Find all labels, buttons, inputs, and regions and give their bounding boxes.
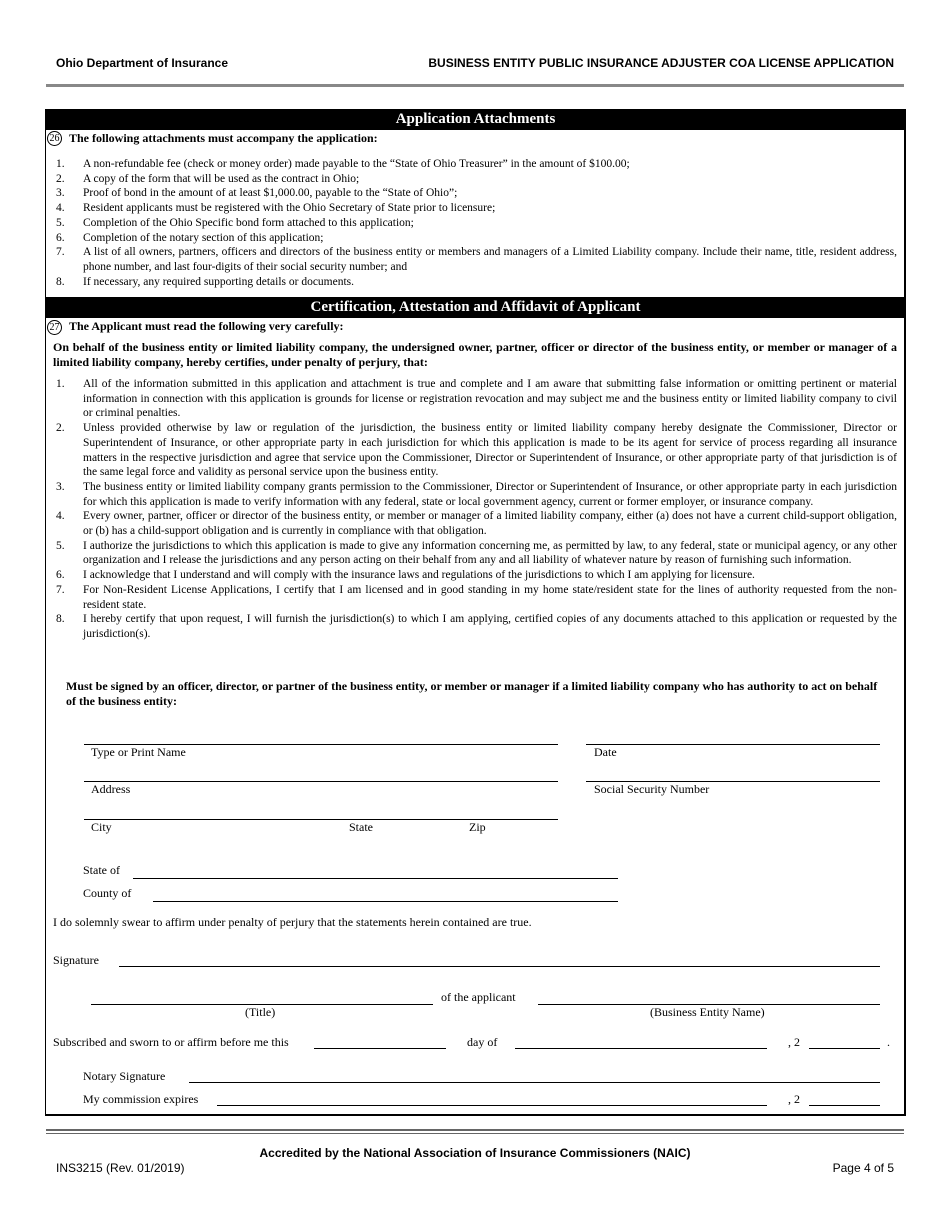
attachment-item-text: Resident applicants must be registered with the Ohio Secretary of State prior to licensure; (83, 202, 496, 215)
footer-divider (46, 1129, 904, 1131)
item-number-26: 26 (47, 131, 62, 146)
state-of-line[interactable] (133, 878, 618, 879)
certification-item-number: 7. (56, 583, 65, 596)
state-label: State (349, 820, 373, 834)
certification-intro: The Applicant must read the following very carefully: (69, 319, 344, 333)
attachment-item-number: 3. (56, 187, 65, 200)
certification-item (56, 612, 897, 641)
certification-item-number: 3. (56, 480, 65, 493)
commission-year-prefix: , 2 (788, 1092, 800, 1106)
attachment-item-number: 8. (56, 275, 65, 288)
address-label: Address (91, 782, 131, 796)
day-of-label: day of (467, 1035, 498, 1049)
attachment-item-number: 4. (56, 202, 65, 215)
department-name: Ohio Department of Insurance (56, 56, 229, 70)
attachment-item (56, 275, 897, 290)
attachment-item-number: 7. (56, 246, 65, 259)
month-line[interactable] (515, 1048, 767, 1049)
business-entity-label: (Business Entity Name) (650, 1005, 765, 1019)
attachment-item (56, 216, 897, 231)
date-line[interactable] (586, 744, 880, 745)
period-mark: . (887, 1035, 890, 1049)
state-of-label: State of (83, 863, 120, 877)
name-label: Type or Print Name (91, 745, 186, 759)
attachment-item (56, 231, 897, 246)
header-divider (46, 84, 904, 87)
certification-item-text: All of the information submitted in this application and attachment is true and complete and I am aware that submitting false information or omitting pertinent or material information in connection with this application is grounds for license or registration revocation and may subject me and the business entity or limited liability company to civil or criminal penalties. (83, 378, 897, 420)
certification-item (56, 583, 897, 612)
oath-statement: I do solemnly swear to affirm under penalty of perjury that the statements herein contained are true. (53, 915, 532, 929)
certification-item-number: 8. (56, 613, 65, 626)
certification-item (56, 480, 897, 509)
date-label: Date (594, 745, 617, 759)
footer-divider-thin (46, 1133, 904, 1134)
address-line[interactable] (84, 781, 558, 782)
attachment-item-text: Completion of the notary section of this application; (83, 231, 324, 244)
commission-expires-label: My commission expires (83, 1092, 199, 1106)
certification-item-number: 6. (56, 569, 65, 582)
form-id: INS3215 (Rev. 01/2019) (56, 1161, 185, 1175)
commission-expires-line[interactable] (217, 1105, 767, 1106)
attachment-item-text: Completion of the Ohio Specific bond form attached to this application; (83, 216, 414, 229)
certification-section-title: Certification, Attestation and Affidavit of Applicant (45, 297, 906, 318)
form-title: BUSINESS ENTITY PUBLIC INSURANCE ADJUSTER COA LICENSE APPLICATION (428, 56, 894, 70)
certification-item (56, 509, 897, 538)
attachment-item (56, 201, 897, 216)
attachment-item-number: 5. (56, 216, 65, 229)
attachment-item-text: Proof of bond in the amount of at least $1,000.00, payable to the “State of Ohio”; (83, 187, 458, 200)
signature-label: Signature (53, 953, 99, 967)
certification-item-number: 4. (56, 510, 65, 523)
attachments-section-title: Application Attachments (45, 109, 906, 130)
certification-item-text: I hereby certify that upon request, I will furnish the jurisdiction(s) to which I am applying, certified copies of any documents attached to this application or requested by the jurisdiction(s). (83, 613, 897, 640)
certification-item-text: Every owner, partner, officer or director of the business entity, or member or manager of a limited liability company, either (a) does not have a current child-support obligation, or (b) has a child-support obligation and is currently in compliance with that obligation. (83, 510, 897, 538)
attachment-item-text: If necessary, any required supporting details or documents. (83, 275, 355, 288)
certification-item-number: 2. (56, 422, 65, 435)
page-number: Page 4 of 5 (832, 1161, 894, 1175)
certification-item-number: 1. (56, 378, 65, 390)
city-state-zip-line[interactable] (84, 819, 558, 820)
certification-item (56, 539, 897, 568)
day-number-line[interactable] (314, 1048, 446, 1049)
certification-item-text: Unless provided otherwise by law or regulation of the jurisdiction, the business entity or limited liability company hereby designate the Commissioner, Director or Superintendent of Insurance, or other appropriate party in each jurisdiction for which this application is made to be its agent for service of process regarding all insurance matters in the respective jurisdiction and agree that service upon the Commissioner, Director or Superintendent of Insurance, or other appropriate party of that jurisdiction is of the same legal force and validity as personal service upon the business entity. (83, 422, 897, 479)
commission-year-line[interactable] (809, 1105, 880, 1106)
certification-item-text: For Non-Resident License Applications, I certify that I am licensed and in good standing in my home state/resident state for the lines of authority requested from the non-resident state. (83, 583, 897, 611)
attachments-intro: The following attachments must accompany the application: (69, 131, 378, 145)
of-applicant-label: of the applicant (441, 990, 516, 1004)
certification-item-text: The business entity or limited liability company grants permission to the Commissioner, Director or Superintendent of Insurance, or other appropriate party in each jurisdiction for which this application is made to verify information with any federal, state or local government agency, current or former employer, or insurance company. (83, 480, 897, 508)
attachment-item (56, 186, 897, 201)
county-of-line[interactable] (153, 901, 618, 902)
year-prefix-label: , 2 (788, 1035, 800, 1049)
attachment-item (56, 172, 897, 187)
notary-signature-label: Notary Signature (83, 1069, 166, 1083)
attachment-item-text: A copy of the form that will be used as the contract in Ohio; (83, 172, 360, 185)
subscribed-label: Subscribed and sworn to or affirm before me this (53, 1035, 289, 1049)
county-of-label: County of (83, 886, 132, 900)
certification-list (56, 377, 897, 642)
naic-accreditation: Accredited by the National Association of Insurance Commissioners (NAIC) (259, 1146, 691, 1160)
certification-item-text: I authorize the jurisdictions to which this application is made to give any information concerning me, as permitted by law, to any federal, state or municipal agency, or any other organization and I release the jurisdictions and any person acting on their behalf from any and all liability of whatever nature by reason of furnishing such information. (83, 539, 897, 567)
attachments-list (56, 157, 897, 289)
signature-line[interactable] (119, 966, 880, 967)
attachment-item (56, 245, 897, 274)
notary-signature-line[interactable] (189, 1082, 880, 1083)
attachment-item (56, 157, 897, 172)
ssn-label: Social Security Number (594, 782, 710, 796)
zip-label: Zip (469, 820, 486, 834)
attachment-item-text: A list of all owners, partners, officers and directors of the business entity or members and managers of a Limited Liability company. Include their name, title, resident address, phone number, and last four-digits of their social security number; and (83, 246, 897, 273)
item-number-27: 27 (47, 320, 62, 335)
attachment-item-text: A non-refundable fee (check or money order) made payable to the “State of Ohio Treasurer” in the amount of $100.00; (83, 158, 630, 170)
certification-item (56, 421, 897, 480)
certification-item-number: 5. (56, 539, 65, 552)
attachment-item-number: 2. (56, 172, 65, 185)
sign-note: Must be signed by an officer, director, or partner of the business entity, or member or manager if a limited liability company who has authority to act on behalf of the business entity: (66, 679, 878, 708)
attachment-item-number: 1. (56, 158, 65, 170)
year-line[interactable] (809, 1048, 880, 1049)
certification-item (56, 377, 897, 421)
certification-preamble: On behalf of the business entity or limited liability company, the undersigned owner, partner, officer or director of the business entity, or member or manager of a limited liability company, hereby certifies, under penalty of perjury, that: (53, 340, 897, 369)
city-label: City (91, 820, 112, 834)
title-label: (Title) (245, 1005, 276, 1019)
attachment-item-number: 6. (56, 231, 65, 244)
certification-item-text: I acknowledge that I understand and will comply with the insurance laws and regulations of the jurisdictions to which I am applying for licensure. (83, 569, 755, 582)
certification-item (56, 568, 897, 583)
